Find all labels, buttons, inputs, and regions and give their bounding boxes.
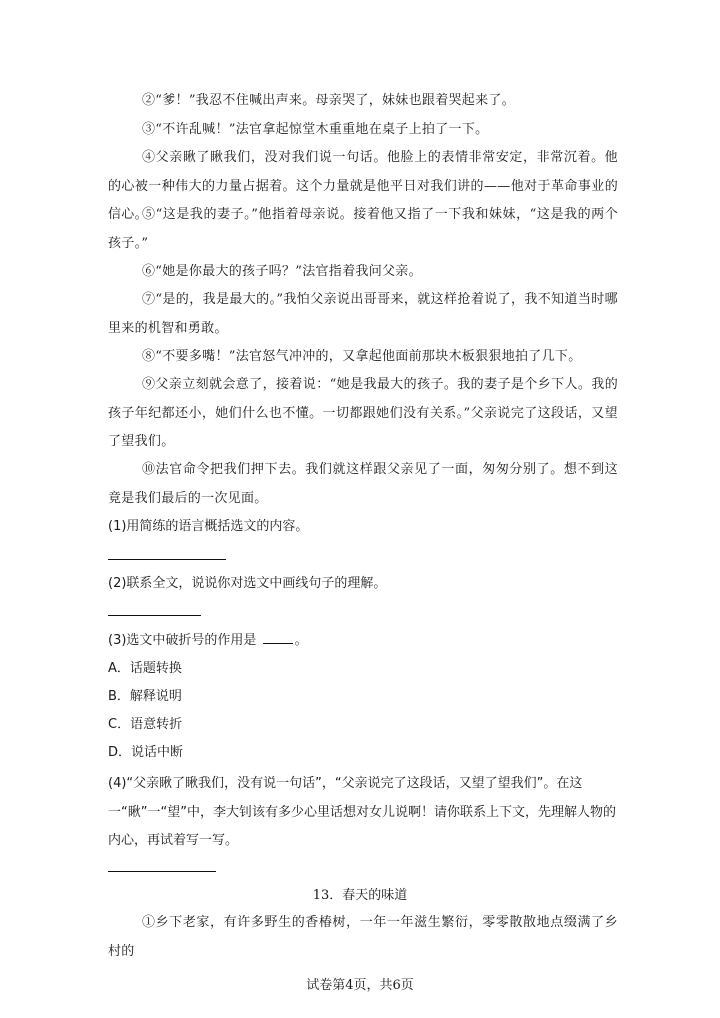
paragraph-10: ⑩法官命令把我们押下去。我们就这样跟父亲见了一面，匆匆分别了。想不到这竟是我们最后的一次见面。 bbox=[108, 462, 618, 506]
question-3-blank[interactable] bbox=[263, 631, 293, 644]
answer-line-4[interactable] bbox=[108, 871, 216, 872]
question-2: (2)联系全文，说说你对选文中画线句子的理解。 bbox=[108, 576, 387, 591]
paragraph-6: ⑥“她是你最大的孩子吗？”法官指着我问父亲。 bbox=[142, 264, 422, 279]
question-4: (4)“父亲瞅了瞅我们，没有说一句话”，“父亲说完了这段话，又望了望我们”。在这一“瞅”一“望”中，李大钊该有多少心里话想对女儿说啊！请你联系上下文，先理解人物的内心，再试着写一写。 bbox=[108, 776, 616, 848]
section-paragraph-1: ①乡下老家，有许多野生的香椿树，一年一年滋生繁衍，零零散散地点缀满了乡村的 bbox=[108, 915, 618, 959]
paragraph-3: ③“不许乱喊！”法官拿起惊堂木重重地在桌子上拍了一下。 bbox=[142, 122, 489, 137]
section-title: 13．春天的味道 bbox=[312, 888, 408, 903]
paragraph-2: ②“爹！”我忍不住喊出声来。母亲哭了，妹妹也跟着哭起来了。 bbox=[142, 93, 515, 108]
question-1: (1)用简练的语言概括选文的内容。 bbox=[108, 519, 309, 534]
question-3-suffix: 。 bbox=[294, 633, 308, 648]
answer-line-2[interactable] bbox=[108, 615, 201, 616]
paragraph-5: ⑤“这是我的妻子。”他指着母亲说。接着他又指了一下我和妹妹，“这是我的两个孩子。” bbox=[108, 207, 618, 251]
option-c[interactable]: C．语意转折 bbox=[108, 717, 183, 732]
page-footer: 试卷第4页，共6页 bbox=[306, 978, 414, 993]
option-d[interactable]: D．说话中断 bbox=[108, 745, 184, 760]
paragraph-7: ⑦“是的，我是最大的。”我怕父亲说出哥哥来，就这样抢着说了，我不知道当时哪里来的机智和勇敢。 bbox=[108, 292, 618, 336]
paragraph-9: ⑨父亲立刻就会意了，接着说：“她是我最大的孩子。我的妻子是个乡下人。我的孩子年纪都还小，她们什么也不懂。一切都跟她们没有关系。”父亲说完了这段话，又望了望我们。 bbox=[108, 377, 618, 449]
answer-line-1[interactable] bbox=[108, 559, 226, 560]
question-3-text: (3)选文中破折号的作用是 bbox=[108, 633, 257, 648]
option-a[interactable]: A．话题转换 bbox=[108, 661, 182, 676]
question-3 bbox=[108, 627, 618, 656]
paragraph-8: ⑧“不要多嘴！”法官怒气冲冲的，又拿起他面前那块木板狠狠地拍了几下。 bbox=[142, 349, 582, 364]
paragraph-4: ④父亲瞅了瞅我们，没对我们说一句话。他脸上的表情非常安定，非常沉着。他的心被一种伟大的力量占据着。这个力量就是他平日对我们讲的——他对于革命事业的信心。 bbox=[108, 150, 618, 222]
option-b[interactable]: B．解释说明 bbox=[108, 689, 182, 704]
